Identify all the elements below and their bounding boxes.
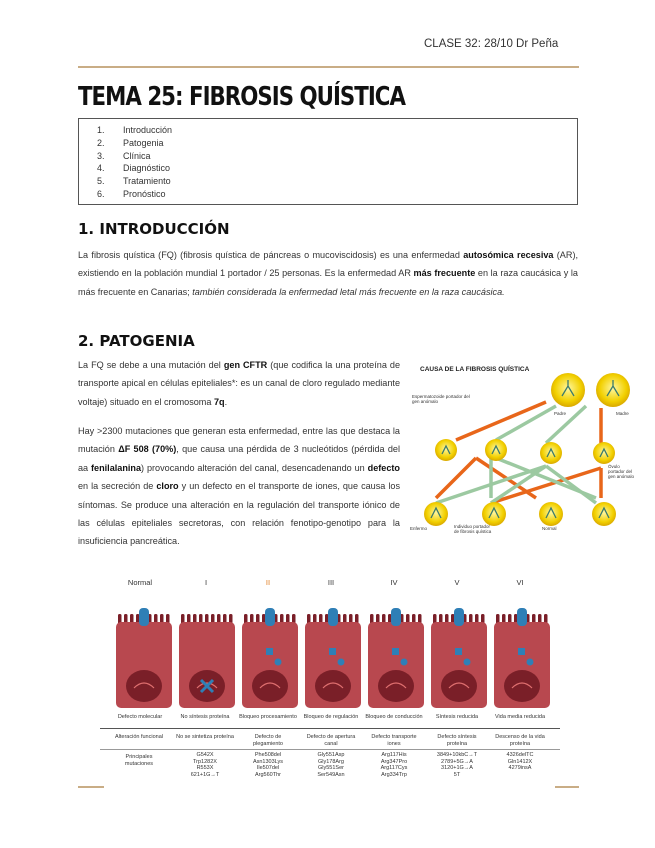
row-cell: Gly551Asp Gly178Arg Gly551Ser Ser549Asn xyxy=(317,752,345,778)
affected-label: Enfermo xyxy=(410,526,428,531)
column-label: IV xyxy=(390,578,398,587)
patogenia-paragraph-1: La FQ se debe a una mutación del gen CFTR (que codifica la una proteína de transporte apical en células epiteliales*: es un canal de cloro regulado mediante voltaje) situado en el cromosoma 7q. xyxy=(78,360,400,407)
offspring-cells xyxy=(424,502,616,526)
column-label: VI xyxy=(516,578,524,587)
row-cell: No síntesis proteína xyxy=(180,714,230,720)
parent-cells xyxy=(551,373,630,407)
patogenia-paragraph-2: Hay >2300 mutaciones que generan esta enfermedad, entre las que destaca la mutación ΔF 508 (70%), que causa una pérdida de 3 nucleótidos (pérdida del aa fenilalanina) provocando alteración del canal, desencadenando un defecto en la secreción de cloro y un defecto en el transporte de iones, que causa los síntomas. Se produce una alteración en la regulación del transporte iónico de las células epiteliales secretoras, con relación fenotipo-genotipo para la insuficiencia pancreática. xyxy=(78,426,400,547)
father-label: Padre xyxy=(554,411,567,416)
ovule-label: Óvulo portador del gen anómalo xyxy=(608,464,635,479)
toc-item[interactable]: 6. Pronóstico xyxy=(97,188,166,199)
epithelial-cells-diagram xyxy=(100,578,560,718)
mutation-classes-figure xyxy=(100,578,560,778)
row-cell: Defecto de plegamiento xyxy=(253,734,283,747)
gamete-cells xyxy=(435,439,615,464)
cftr-channel-icon xyxy=(454,608,464,626)
toc-item[interactable]: 1. Introducción xyxy=(97,125,173,135)
column-label: Normal xyxy=(127,578,153,587)
cftr-channel-icon xyxy=(265,608,275,626)
column-label: I xyxy=(204,578,208,587)
row-cell: Phe508del Asn1303Lys Ile507del Arg560Thr xyxy=(252,752,284,778)
carrier-label: Individuo portador de fibrosis quística xyxy=(454,524,492,534)
row-cell: Defecto de apertura canal xyxy=(306,734,356,747)
arrows-green xyxy=(436,406,596,503)
healthy-label: Normal xyxy=(542,526,557,531)
toc-item[interactable]: 3. Clínica xyxy=(97,150,151,161)
epithelial-cell-column xyxy=(242,608,298,708)
table-of-contents xyxy=(78,118,578,205)
row-cell: Bloqueo de conducción xyxy=(365,714,423,720)
epithelial-cell-column xyxy=(179,614,235,708)
row-cell: Bloqueo de regulación xyxy=(303,714,359,720)
row-cell: 4326delTC Gln1412X 4279insA xyxy=(506,752,534,771)
toc-item[interactable]: 4. Diagnóstico xyxy=(97,163,171,174)
intro-paragraph: La fibrosis quística (FQ) (fibrosis quística de páncreas o mucoviscidosis) es una enfermedad autosómica recesiva (AR), existiendo en la población mundial 1 portador / 25 personas. Es la enfermedad AR más frecuente en la raza caucásica y la más frecuente en Canarias; también considerada la enfermedad letal más frecuente en la raza caucásica. xyxy=(78,250,578,297)
figure-title: CAUSA DE LA FIBROSIS QUÍSTICA xyxy=(420,366,530,373)
row-cell: No se sintetiza proteína xyxy=(176,734,234,740)
cftr-channel-icon xyxy=(139,608,149,626)
inheritance-figure xyxy=(406,358,636,536)
inheritance-diagram xyxy=(406,358,636,536)
epithelial-cell-column xyxy=(431,608,487,708)
bottom-rule-left xyxy=(78,786,104,788)
top-rule xyxy=(78,66,579,68)
row-cell: Vida media reducida xyxy=(494,714,546,720)
class-info: CLASE 32: 28/10 Dr Peña xyxy=(424,38,559,50)
row-cell: Bloqueo procesamiento xyxy=(239,714,297,720)
column-label: III xyxy=(327,578,335,587)
bottom-rule-right xyxy=(555,786,579,788)
toc-item[interactable]: 5. Tratamiento xyxy=(97,176,171,187)
row-cell: Defecto síntesis proteína xyxy=(437,734,477,747)
toc-item[interactable]: 2. Patogenia xyxy=(97,137,164,148)
section-heading-patogenia: 2. PATOGENIA xyxy=(78,332,195,350)
row-cell: Arg117His Arg347Pro Arg117Cys Arg334Trp xyxy=(380,752,408,778)
page-title: TEMA 25: FIBROSIS QUÍSTICA xyxy=(78,82,405,112)
row-label: Defecto molecular xyxy=(117,714,163,720)
epithelial-cell-column xyxy=(116,608,172,708)
divider-line xyxy=(100,749,560,750)
row-cell: 3849+10kbC→T 2789+5G→A 3120+1G→A 5T xyxy=(436,752,478,778)
epithelial-cell-column xyxy=(494,608,550,708)
section-heading-introduccion: 1. INTRODUCCIÓN xyxy=(78,220,230,238)
mother-label: Madre xyxy=(616,411,629,416)
cftr-channel-icon xyxy=(517,608,527,626)
epithelial-cell-column xyxy=(305,608,361,708)
column-label: II xyxy=(265,578,271,587)
column-label: V xyxy=(454,578,460,587)
sperm-label: Espermatozoide portador del gen anómalo xyxy=(412,394,470,404)
row-label: Principales mutaciones xyxy=(124,754,154,767)
row-cell: Descenso de la vida proteína xyxy=(495,734,545,747)
divider-line xyxy=(100,728,560,729)
epithelial-cell-column xyxy=(368,608,424,708)
cftr-channel-icon xyxy=(391,608,401,626)
row-cell: G542X Trp1282X R553X 621+1G→T xyxy=(190,752,220,778)
cftr-channel-icon xyxy=(328,608,338,626)
row-label: Alteración funcional xyxy=(114,734,163,740)
row-cell: Síntesis reducida xyxy=(435,714,479,720)
row-cell: Defecto transporte iones xyxy=(371,734,417,747)
